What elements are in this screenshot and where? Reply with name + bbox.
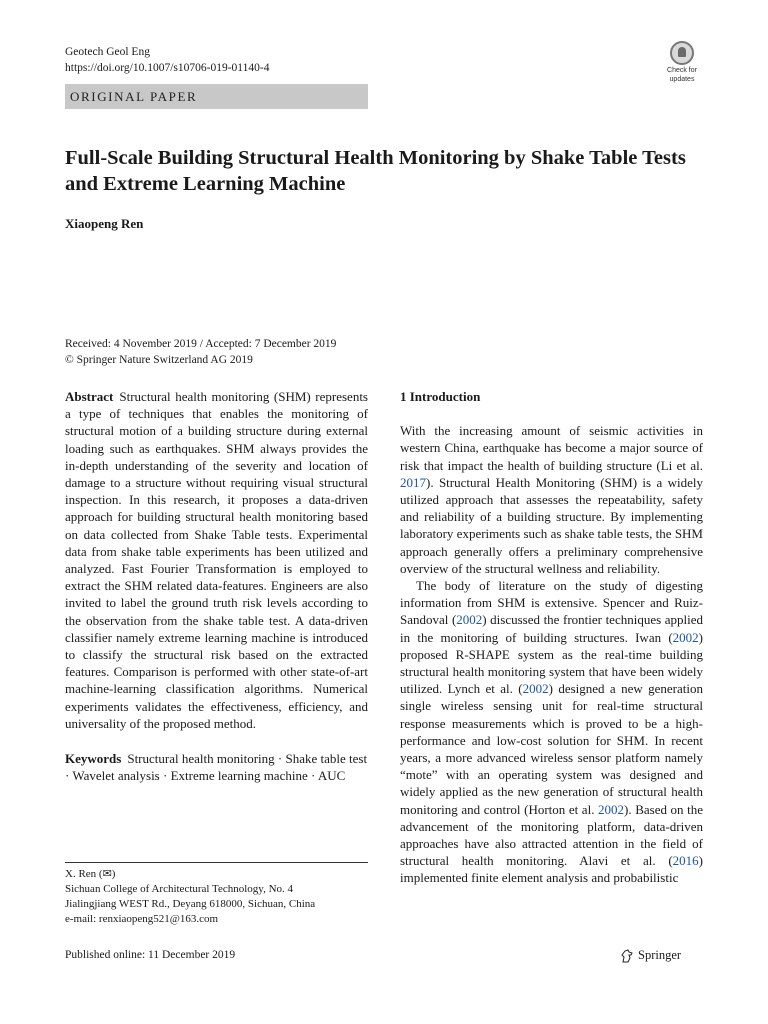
intro-paragraph-1 — [400, 422, 703, 577]
section-heading-introduction: 1 Introduction — [400, 389, 481, 404]
affiliation-email[interactable]: e-mail: renxiaopeng521@163.com — [65, 913, 219, 925]
keywords-text: Structural health monitoring · Shake table test · Wavelet analysis · Extreme learning machine · AUC — [65, 751, 368, 784]
citation-link[interactable]: 2017 — [400, 474, 426, 490]
publisher-name: Springer — [638, 948, 682, 962]
intro-p1-text-2: ). Structural Health Monitoring (SHM) is a widely utilized approach that assesses the repeatability, safety and reliability of a building structure. By implementing laboratory experiments such as shake table tests, the SHM approach generally offers a preliminary comprehensive overview of the structural wellness and reliability. — [400, 474, 703, 576]
intro-p2-text-2: ) discussed the frontier techniques applied in the monitoring of building structures. Iwan ( — [400, 612, 703, 645]
article-type-banner — [65, 84, 368, 109]
intro-p1-text-1: With the increasing amount of seismic activities in western China, earthquake has become a major source of risk that impact the health of building structure (Li et al. — [400, 423, 703, 473]
author-affiliation — [65, 867, 315, 927]
citation-link[interactable]: 2002 — [456, 612, 483, 628]
copyright-notice: © Springer Nature Switzerland AG 2019 — [65, 354, 253, 366]
intro-p2-text-5: ). Based on the advancement of the monitoring platform, data-driven approaches have also attracted attention in the field of structural health monitoring. Alavi et al. ( — [400, 801, 704, 869]
publication-dates — [65, 336, 336, 368]
publisher-logo — [620, 948, 681, 963]
citation-link[interactable]: 2002 — [522, 681, 549, 697]
abstract — [65, 388, 368, 732]
intro-p2-text-6: ) implemented finite element analysis and probabilistic — [400, 853, 703, 886]
check-updates-line2: updates — [669, 76, 695, 83]
keywords — [65, 750, 368, 784]
keywords-label: Keywords — [65, 751, 122, 767]
article-type-label: ORIGINAL PAPER — [70, 89, 198, 104]
check-updates-icon — [670, 41, 694, 65]
affiliation-author: X. Ren (✉) — [65, 868, 116, 880]
left-column — [65, 388, 368, 784]
intro-p2-text-4: ) designed a new generation single wireless sensing unit for real-time structural response measurements which is proved to be a high-performance and low-cost solution for SHM. In recent years, a more advanced wireless sensor platform namely “mote” with an operating system was designed and widely applied as the new generation of structural health monitoring and control (Horton et al. — [400, 681, 703, 817]
affiliation-line2: Jialingjiang WEST Rd., Deyang 618000, Sichuan, China — [65, 898, 316, 910]
citation-link[interactable]: 2016 — [672, 853, 699, 869]
check-for-updates-badge[interactable] — [660, 41, 704, 83]
citation-link[interactable]: 2002 — [598, 801, 625, 817]
abstract-label: Abstract — [65, 389, 114, 404]
received-accepted-dates: Received: 4 November 2019 / Accepted: 7 December 2019 — [65, 338, 337, 350]
intro-p2-text-1: The body of literature on the study of digesting information from SHM is extensive. Spencer and Ruiz-Sandoval ( — [400, 578, 703, 628]
abstract-text: Structural health monitoring (SHM) represents a type of techniques that enables the monitoring of structural motion of a building structure during external loading such as earthquakes. SHM always provides the in-depth understanding of the severity and location of damage to a structure without requiring visual structural inspection. In this research, it proposes a data-driven approach for building structural health monitoring based on data collected from Shake Table tests. Experimental data from shake table experiments has been utilized and analyzed. Fast Fourier Transformation is employed to extract the SHM related data-features. Engineers are also invited to label the ground truth risk levels according to the observation from the shake table test. A data-driven classifier namely extreme learning machine is introduced to classify the structural risk based on the extracted features. Comparison is performed with other state-of-art machine-learning classification algorithms. Numerical experiments validates the effectiveness, efficiency, and universality of the proposed method. — [65, 389, 368, 731]
journal-header — [65, 44, 269, 76]
doi-link[interactable]: https://doi.org/10.1007/s10706-019-01140-4 — [65, 62, 270, 74]
intro-p2-text-3: ) proposed R-SHAPE system as the real-time building structural health monitoring system that have been widely utilized. Lynch et al. ( — [400, 629, 703, 697]
author-name: Xiaopeng Ren — [65, 216, 144, 231]
journal-name: Geotech Geol Eng — [65, 46, 150, 58]
check-updates-line1: Check for — [667, 67, 697, 74]
citation-link[interactable]: 2002 — [672, 629, 699, 645]
springer-horse-icon — [620, 949, 634, 963]
right-column — [400, 388, 703, 887]
intro-paragraph-2 — [400, 577, 703, 887]
affiliation-line1: Sichuan College of Architectural Technology, No. 4 — [65, 883, 294, 895]
paper-title: Full-Scale Building Structural Health Monitoring by Shake Table Tests and Extreme Learning Machine — [65, 147, 686, 195]
footnote-divider — [65, 862, 368, 863]
published-online-date: Published online: 11 December 2019 — [65, 949, 236, 961]
